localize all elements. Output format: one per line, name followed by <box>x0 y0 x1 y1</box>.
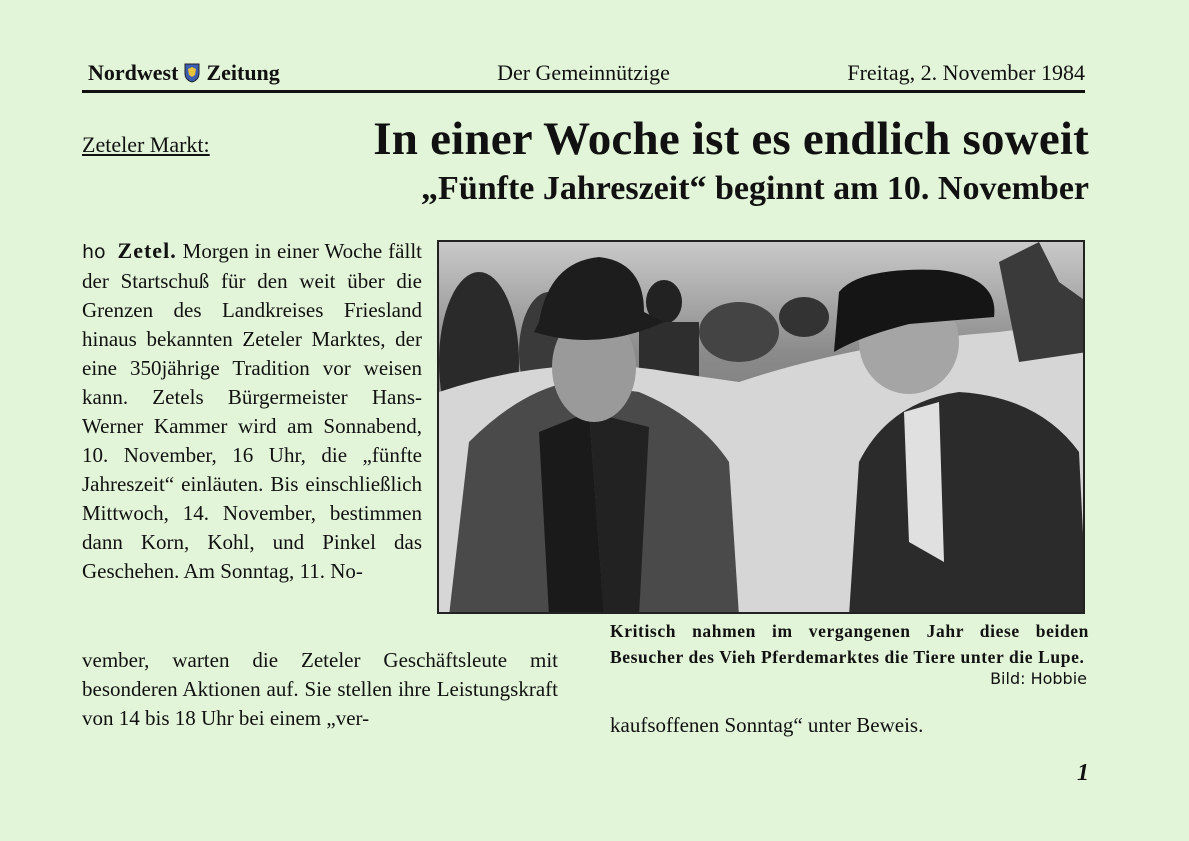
dateline: Zetel. <box>117 238 177 263</box>
newspaper-name-right: Zeitung <box>206 60 280 85</box>
article-photo <box>437 240 1085 614</box>
section-name: Der Gemeinnützige <box>497 60 670 85</box>
article-column-c <box>610 711 1086 740</box>
article-subheadline: „Fünfte Jahreszeit“ beginnt am 10. November <box>421 170 1089 207</box>
article-column-a <box>82 236 422 586</box>
masthead <box>82 58 1085 93</box>
photo-illustration <box>439 242 1085 614</box>
newspaper-name-left: Nordwest <box>88 60 179 85</box>
photo-caption: Kritisch nahmen im vergangenen Jahr diese beiden Besucher des Vieh Pferdemarktes die Tiere unter die Lupe. <box>610 621 1089 667</box>
issue-date: Freitag, 2. November 1984 <box>847 60 1085 85</box>
article-kicker: Zeteler Markt: <box>82 132 210 157</box>
byline: ho <box>82 241 106 263</box>
article-column-b <box>82 646 558 733</box>
article-headline: In einer Woche ist es endlich soweit <box>373 113 1089 165</box>
photo-credit: Bild: Hobbie <box>990 669 1087 688</box>
article-text-part-3: kaufsoffenen Sonntag“ unter Beweis. <box>610 713 924 737</box>
article-text-part-2: vember, warten die Zeteler Geschäftsleute mit besonderen Aktionen auf. Sie stellen ihre Leistungskraft von 14 bis 18 Uhr bei einem „ver- <box>82 648 558 730</box>
page-number: 1 <box>1077 760 1089 786</box>
article-text-part-1: Morgen in einer Woche fällt der Startschuß für den weit über die Grenzen des Landkreises Friesland hinaus bekannten Zeteler Marktes, der eine 350jährige Tradition vor weisen kann. Zetels Bürgermeister Hans-Werner Kammer wird am Sonnabend, 10. November, 16 Uhr, die „fünfte Jahreszeit“ einläuten. Bis einschließlich Mittwoch, 14. November, bestimmen dann Korn, Kohl, und Pinkel das Geschehen. Am Sonntag, 11. No- <box>82 239 423 583</box>
